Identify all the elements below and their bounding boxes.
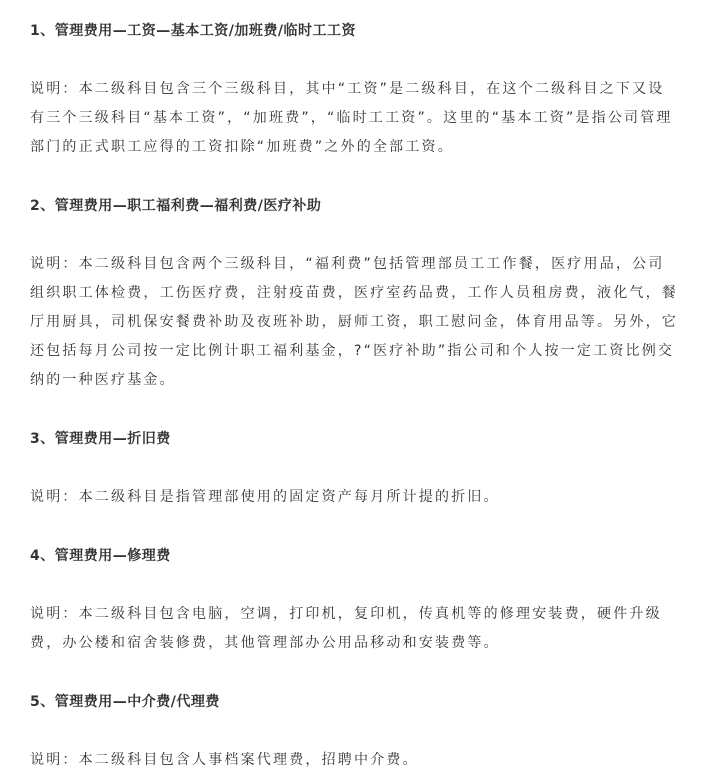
- section-heading-3: 3、管理费用—折旧费: [30, 431, 171, 447]
- section-heading-1: 1、管理费用—工资—基本工资/加班费/临时工工资: [30, 23, 356, 39]
- section-body-5: 说明：本二级科目包含人事档案代理费，招聘中介费。: [30, 752, 419, 768]
- section-body-1: 说明：本二级科目包含三个三级科目，其中“工资”是二级科目，在这个二级科目之下又设有三个三级科目“基本工资”，“加班费”，“临时工工资”。这里的“基本工资”是指公司管理部门的正式职工应得的工资扣除“加班费”之外的全部工资。: [30, 81, 673, 155]
- section-heading-2: 2、管理费用—职工福利费—福利费/医疗补助: [30, 198, 322, 214]
- section-heading-5: 5、管理费用—中介费/代理费: [30, 694, 220, 710]
- section-body-4: 说明：本二级科目包含电脑，空调，打印机，复印机，传真机等的修理安装费，硬件升级费，办公楼和宿舍装修费，其他管理部办公用品移动和安装费等。: [30, 606, 662, 651]
- document: [30, 19, 680, 775]
- section-body-2: 说明：本二级科目包含两个三级科目，“福利费”包括管理部员工工作餐，医疗用品，公司组织职工体检费，工伤医疗费，注射疫苗费，医疗室药品费，工作人员租房费，液化气，餐厅用厨具，司机保安餐费补助及夜班补助，厨师工资，职工慰问金，体育用品等。另外，它还包括每月公司按一定比例计职工福利基金，?“医疗补助”指公司和个人按一定工资比例交纳的一种医疗基金。: [30, 256, 678, 388]
- section-body-3: 说明：本二级科目是指管理部使用的固定资产每月所计提的折旧。: [30, 489, 500, 505]
- section-heading-4: 4、管理费用—修理费: [30, 548, 171, 564]
